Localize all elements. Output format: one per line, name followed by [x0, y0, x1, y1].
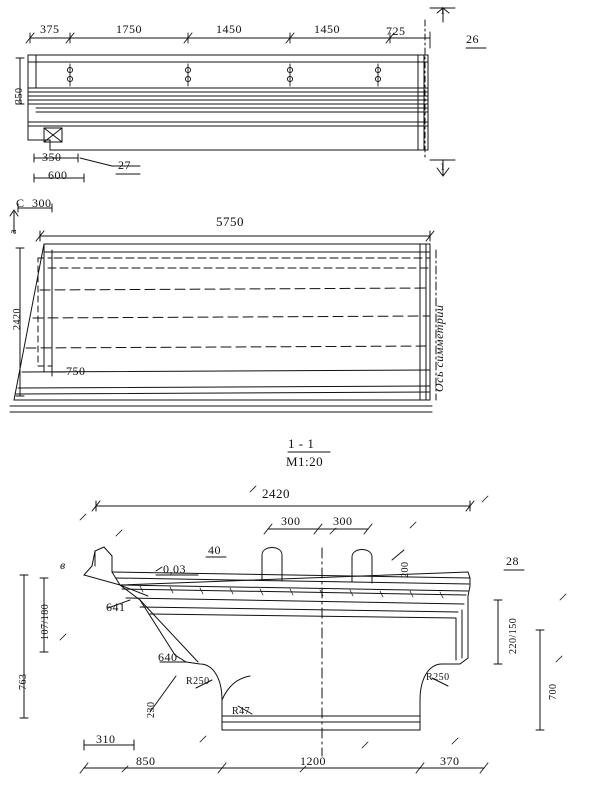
- section-mark-1-top: 1: [440, 6, 446, 17]
- dim-850: 850: [136, 754, 156, 768]
- dim-top-375: 375: [40, 22, 60, 36]
- radius-r47: R47: [232, 706, 251, 717]
- dim-640: 640: [158, 650, 178, 664]
- dim-350: 350: [42, 150, 62, 164]
- dim-230: 230: [146, 701, 157, 718]
- dim-107-180: 107/180: [40, 603, 51, 640]
- dim-top-1450a: 1450: [216, 22, 242, 36]
- radius-r250-left: R250: [186, 676, 210, 687]
- dim-700: 700: [548, 683, 559, 700]
- dim-641: 641: [106, 600, 126, 614]
- section-mark-1-bottom: 1: [440, 162, 446, 173]
- label-v: в: [60, 558, 66, 572]
- axis-of-symmetry-label: Ось симметрии: [432, 304, 446, 392]
- mark-28: 28: [506, 554, 519, 568]
- dim-overall-5750: 5750: [216, 214, 244, 229]
- dim-1200: 1200: [300, 754, 326, 768]
- section-dim-300a: 300: [281, 514, 301, 528]
- dim-height-2420: 2420: [12, 308, 23, 330]
- dim-top-1450b: 1450: [314, 22, 340, 36]
- dim-600: 600: [48, 168, 68, 182]
- dim-height-350: 350: [14, 87, 25, 104]
- section-scale: M1:20: [286, 454, 324, 469]
- section-title: 1 - 1: [288, 436, 315, 451]
- mark-27: 27: [118, 158, 131, 172]
- section-dim-300b: 300: [333, 514, 353, 528]
- radius-r250-right: R250: [426, 672, 450, 683]
- dim-310: 310: [96, 732, 116, 746]
- dim-763: 763: [18, 673, 29, 690]
- dim-top-725: 725: [386, 24, 406, 38]
- dim-top-1750: 1750: [116, 22, 142, 36]
- mark-26: 26: [466, 32, 479, 46]
- thickness-40: 40: [208, 543, 221, 557]
- slope-label: 0,03: [163, 562, 186, 576]
- dim-220-150: 220/150: [508, 617, 519, 654]
- section-dim-2420: 2420: [262, 486, 290, 501]
- rib-dim-200: 200: [400, 561, 411, 578]
- corner-dim-300: 300: [32, 196, 52, 210]
- dim-370: 370: [440, 754, 460, 768]
- dim-750: 750: [66, 364, 86, 378]
- corner-label-C: C: [16, 196, 25, 210]
- label-a: а: [8, 229, 19, 234]
